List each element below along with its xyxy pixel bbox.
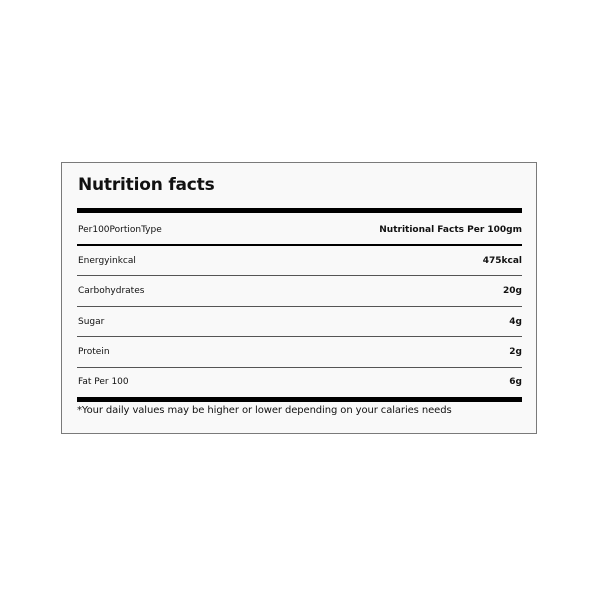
header-row (77, 223, 522, 237)
nutrient-row-fat (77, 375, 522, 389)
nutrient-row-carbohydrates (77, 284, 522, 298)
nutrient-label: Protein (78, 347, 110, 357)
row-divider (77, 336, 522, 337)
daily-values-footnote: *Your daily values may be higher or lower depending on your calaries needs (77, 405, 452, 416)
nutrient-value: 475kcal (482, 256, 522, 266)
row-divider (77, 306, 522, 307)
nutrient-label: Carbohydrates (78, 286, 145, 296)
footer-divider (77, 397, 522, 402)
nutrient-row-energy (77, 254, 522, 268)
nutrient-row-sugar (77, 315, 522, 329)
nutrient-value: 6g (509, 377, 522, 387)
nutrient-value: 2g (509, 347, 522, 357)
row-divider (77, 275, 522, 276)
header-value: Nutritional Facts Per 100gm (379, 225, 522, 235)
nutrition-facts-panel (61, 162, 537, 434)
panel-title: Nutrition facts (78, 175, 215, 195)
nutrient-value: 20g (503, 286, 522, 296)
header-divider (77, 244, 522, 246)
nutrient-label: Energyinkcal (78, 256, 136, 266)
nutrient-label: Sugar (78, 317, 105, 327)
header-label: Per100PortionType (78, 225, 162, 235)
nutrient-row-protein (77, 345, 522, 359)
nutrient-label: Fat Per 100 (78, 377, 129, 387)
title-divider (77, 208, 522, 213)
nutrient-value: 4g (509, 317, 522, 327)
row-divider (77, 367, 522, 368)
